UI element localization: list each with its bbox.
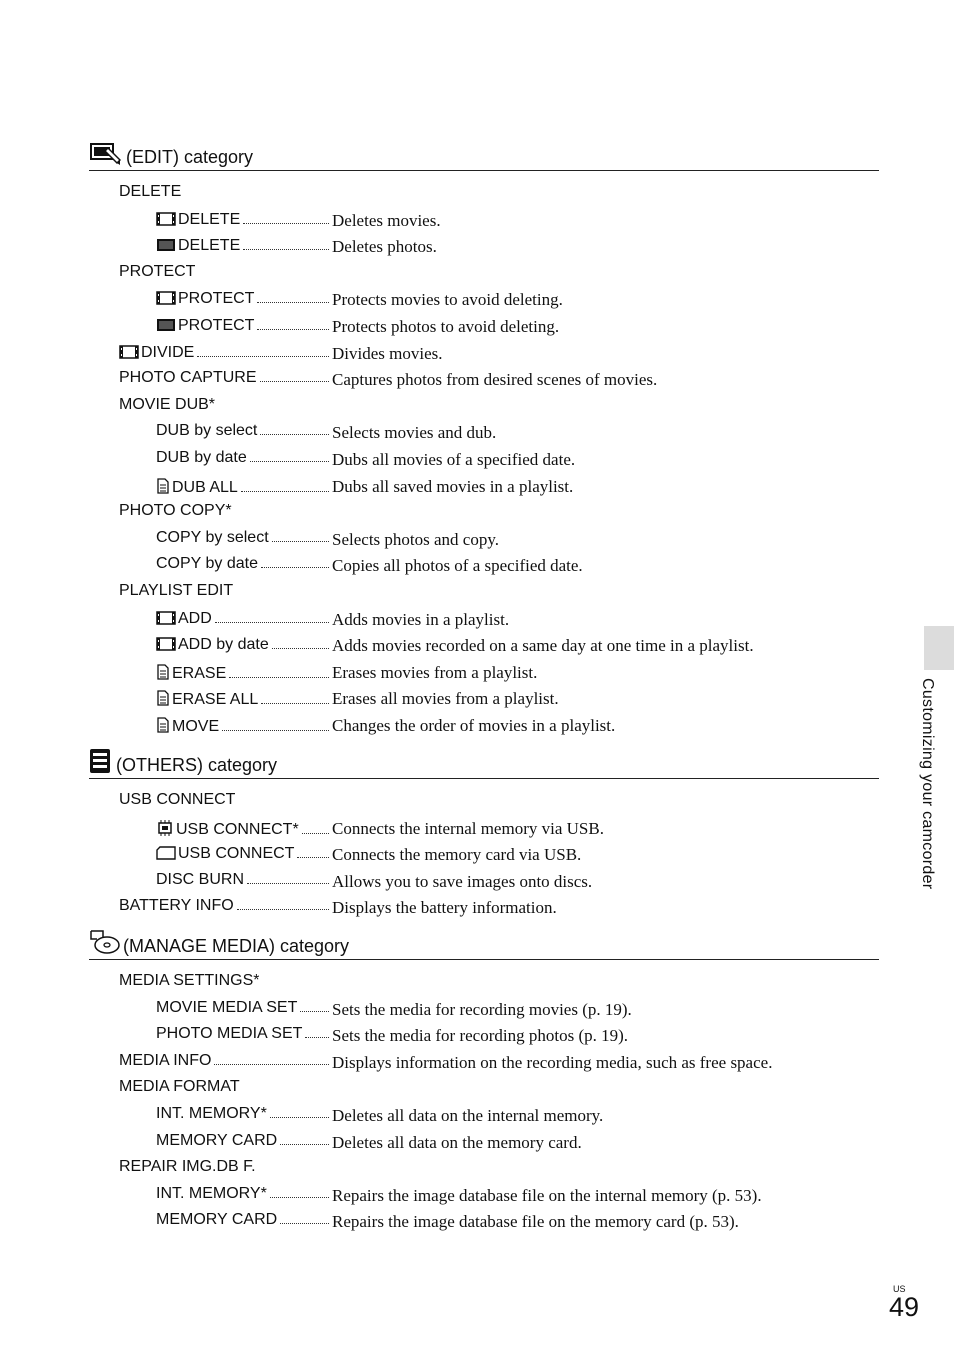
chapter-side-label: Customizing your camcorder	[919, 678, 936, 890]
menu-item-label: DIVIDE	[141, 343, 195, 361]
menu-item-photo-protect	[156, 316, 330, 338]
menu-item-description: Erases all movies from a playlist.	[332, 689, 559, 709]
menu-item-description: Changes the order of movies in a playlist.	[332, 715, 616, 735]
menu-item-usb-connect: USB CONNECT	[119, 791, 236, 808]
menu-row	[89, 445, 879, 472]
menu-item-description: Allows you to save images onto discs.	[332, 871, 593, 891]
menu-item-erase-all	[156, 688, 330, 710]
menu-row	[89, 631, 879, 658]
movie-icon	[156, 611, 176, 630]
menu-item-photo-delete	[156, 236, 330, 258]
menu-item-description: Erases movies from a playlist.	[332, 662, 538, 682]
menu-item-description: Protects photos to avoid deleting.	[332, 316, 560, 336]
menu-item-label: MEMORY CARD	[156, 1131, 278, 1149]
manage-media-category-heading	[89, 925, 879, 960]
edit-category-heading	[89, 136, 879, 171]
menu-item-disc-burn	[156, 871, 330, 893]
menu-item-repair-img-db: REPAIR IMG.DB F.	[119, 1158, 256, 1176]
menu-row	[89, 814, 879, 841]
menu-item-delete: DELETE	[119, 183, 182, 200]
manage-media-category-title: (MANAGE MEDIA) category	[123, 936, 350, 956]
movie-icon	[156, 637, 176, 656]
menu-item-divide	[119, 343, 330, 365]
leader-dots	[270, 1197, 329, 1198]
leader-dots	[300, 1011, 329, 1012]
menu-item-label: COPY by date	[156, 555, 258, 573]
menu-item-label: PROTECT	[178, 290, 255, 308]
menu-item-description: Deletes photos.	[332, 237, 437, 257]
menu-item-description: Captures photos from desired scenes of movies.	[332, 370, 658, 390]
menu-item-repair-int-memory	[156, 1185, 330, 1207]
menu-item-label: DELETE	[178, 210, 241, 228]
menu-item-label: ERASE ALL	[172, 691, 259, 709]
others-category-heading	[89, 744, 879, 779]
menu-row	[89, 1048, 879, 1075]
others-section	[89, 744, 879, 920]
menu-item-movie-delete	[156, 210, 330, 232]
leader-dots	[237, 909, 329, 910]
chapter-tab-marker	[924, 626, 954, 670]
menu-row	[89, 711, 879, 738]
playlist-icon	[156, 478, 170, 498]
menu-item-description: Connects the memory card via USB.	[332, 845, 582, 865]
menu-item-format-memory-card	[156, 1132, 330, 1154]
menu-item-description: Sets the media for recording movies (p. 19).	[332, 999, 632, 1019]
menu-row	[89, 498, 879, 525]
leader-dots	[197, 356, 329, 357]
menu-row	[89, 840, 879, 867]
leader-dots	[241, 491, 329, 492]
movie-icon	[156, 212, 176, 231]
menu-item-usb-connect-internal	[156, 818, 330, 840]
menu-item-description: Displays information on the recording media, such as free space.	[332, 1052, 773, 1072]
menu-item-format-int-memory	[156, 1105, 330, 1127]
menu-row	[89, 893, 879, 920]
menu-item-label: DUB by select	[156, 422, 258, 440]
menu-row	[89, 578, 879, 605]
menu-item-photo-copy: PHOTO COPY*	[119, 502, 232, 520]
menu-item-playlist-edit: PLAYLIST EDIT	[119, 581, 234, 599]
menu-item-label: COPY by select	[156, 528, 269, 546]
menu-item-description: Dubs all saved movies in a playlist.	[332, 476, 574, 496]
menu-item-repair-memory-card	[156, 1211, 330, 1233]
menu-row	[89, 787, 879, 814]
leader-dots	[302, 833, 329, 834]
menu-item-label: DUB by date	[156, 448, 247, 466]
menu-item-media-format: MEDIA FORMAT	[119, 1078, 240, 1096]
leader-dots	[243, 223, 329, 224]
leader-dots	[297, 857, 329, 858]
menu-item-description: Repairs the image database file on the memory card (p. 53).	[332, 1212, 739, 1232]
leader-dots	[247, 883, 329, 884]
leader-dots	[280, 1144, 329, 1145]
page-number: 49	[889, 1292, 920, 1322]
leader-dots	[257, 302, 329, 303]
menu-item-description: Dubs all movies of a specified date.	[332, 449, 576, 469]
menu-item-description: Divides movies.	[332, 343, 443, 363]
menu-item-add-by-date	[156, 635, 330, 657]
menu-row	[89, 1128, 879, 1155]
menu-item-label: DUB ALL	[172, 478, 238, 496]
menu-row	[89, 525, 879, 552]
leader-dots	[222, 730, 329, 731]
menu-item-description: Selects movies and dub.	[332, 423, 497, 443]
menu-item-media-info	[119, 1052, 330, 1074]
menu-item-label: MOVE	[172, 717, 220, 735]
menu-row	[89, 206, 879, 233]
leader-dots	[250, 461, 329, 462]
menu-item-usb-connect-card	[156, 844, 330, 866]
menu-item-description: Repairs the image database file on the internal memory (p. 53).	[332, 1185, 762, 1205]
menu-item-movie-protect	[156, 289, 330, 311]
playlist-icon	[156, 664, 170, 684]
menu-row	[89, 418, 879, 445]
menu-item-movie-media-set	[156, 999, 330, 1021]
internal-memory-icon	[156, 820, 174, 840]
menu-item-label: INT. MEMORY*	[156, 1104, 267, 1122]
menu-item-add	[156, 609, 330, 631]
menu-row	[89, 1021, 879, 1048]
menu-row	[89, 658, 879, 685]
menu-item-label: DISC BURN	[156, 870, 245, 888]
menu-item-movie-dub: MOVIE DUB*	[119, 395, 216, 413]
menu-row	[89, 392, 879, 419]
menu-item-battery-info	[119, 897, 330, 919]
menu-item-label: BATTERY INFO	[119, 897, 234, 915]
others-category-title: (OTHERS) category	[116, 755, 278, 775]
menu-item-dub-by-date	[156, 449, 330, 471]
menu-item-media-settings: MEDIA SETTINGS*	[119, 972, 260, 989]
photo-icon	[156, 318, 176, 337]
leader-dots	[260, 381, 330, 382]
leader-dots	[215, 622, 329, 623]
manage-media-section	[89, 925, 879, 1234]
playlist-icon	[156, 717, 170, 737]
menu-row	[89, 1101, 879, 1128]
menu-item-move	[156, 715, 330, 737]
menu-row	[89, 684, 879, 711]
menu-row	[89, 1207, 879, 1234]
menu-item-dub-by-select	[156, 422, 330, 444]
menu-item-label: PHOTO CAPTURE	[119, 369, 257, 387]
edit-category-title: (EDIT) category	[126, 147, 254, 167]
menu-item-photo-capture	[119, 369, 330, 391]
leader-dots	[305, 1037, 329, 1038]
menu-item-label: DELETE	[178, 237, 241, 255]
menu-item-label: ADD by date	[178, 636, 269, 654]
menu-item-label: MEDIA INFO	[119, 1051, 212, 1069]
menu-row	[89, 312, 879, 339]
menu-item-description: Deletes all data on the internal memory.	[332, 1105, 604, 1125]
leader-dots	[261, 567, 329, 568]
menu-item-description: Displays the battery information.	[332, 898, 557, 918]
menu-item-description: Deletes movies.	[332, 210, 441, 230]
menu-row	[89, 179, 879, 206]
movie-icon	[156, 291, 176, 310]
movie-icon	[119, 345, 139, 364]
menu-row	[89, 365, 879, 392]
playlist-icon	[156, 690, 170, 710]
menu-item-label: PHOTO MEDIA SET	[156, 1025, 303, 1043]
menu-row	[89, 339, 879, 366]
menu-row	[89, 1154, 879, 1181]
menu-item-description: Deletes all data on the memory card.	[332, 1132, 582, 1152]
manage-media-category-icon	[89, 929, 121, 955]
menu-row	[89, 995, 879, 1022]
menu-item-description: Sets the media for recording photos (p. 19).	[332, 1026, 629, 1046]
menu-item-protect: PROTECT	[119, 262, 196, 280]
menu-row	[89, 551, 879, 578]
menu-item-label: PROTECT	[178, 316, 255, 334]
menu-item-label: ADD	[178, 609, 212, 627]
menu-row	[89, 472, 879, 499]
menu-item-description: Adds movies in a playlist.	[332, 609, 510, 629]
menu-item-label: INT. MEMORY*	[156, 1184, 267, 1202]
menu-item-description: Protects movies to avoid deleting.	[332, 290, 563, 310]
leader-dots	[261, 703, 329, 704]
page-region-code: US	[893, 1284, 906, 1294]
menu-item-description: Connects the internal memory via USB.	[332, 818, 604, 838]
leader-dots	[260, 434, 329, 435]
menu-item-label: ERASE	[172, 664, 227, 682]
others-category-icon	[89, 748, 113, 774]
menu-item-copy-by-select	[156, 529, 330, 551]
leader-dots	[229, 677, 329, 678]
menu-row	[89, 605, 879, 632]
menu-item-photo-media-set	[156, 1025, 330, 1047]
menu-row	[89, 232, 879, 259]
menu-item-dub-all	[156, 476, 330, 498]
menu-row	[89, 867, 879, 894]
menu-item-label: MEMORY CARD	[156, 1211, 278, 1229]
edit-section	[89, 136, 879, 737]
menu-item-label: USB CONNECT	[178, 845, 295, 863]
menu-item-copy-by-date	[156, 555, 330, 577]
edit-category-icon	[89, 142, 121, 166]
leader-dots	[272, 648, 329, 649]
menu-item-description: Adds movies recorded on a same day at one time in a playlist.	[332, 636, 754, 656]
menu-item-erase	[156, 662, 330, 684]
leader-dots	[214, 1064, 329, 1065]
leader-dots	[280, 1223, 329, 1224]
leader-dots	[270, 1117, 329, 1118]
menu-item-description: Copies all photos of a specified date.	[332, 556, 583, 576]
menu-item-label: USB CONNECT*	[176, 820, 299, 838]
menu-item-label: MOVIE MEDIA SET	[156, 998, 298, 1016]
menu-row	[89, 1181, 879, 1208]
menu-row	[89, 1074, 879, 1101]
menu-row	[89, 285, 879, 312]
photo-icon	[156, 238, 176, 257]
leader-dots	[243, 249, 329, 250]
menu-item-description: Selects photos and copy.	[332, 529, 499, 549]
leader-dots	[257, 329, 329, 330]
menu-row	[89, 968, 879, 995]
leader-dots	[272, 541, 329, 542]
memory-card-icon	[156, 846, 176, 865]
menu-row	[89, 259, 879, 286]
